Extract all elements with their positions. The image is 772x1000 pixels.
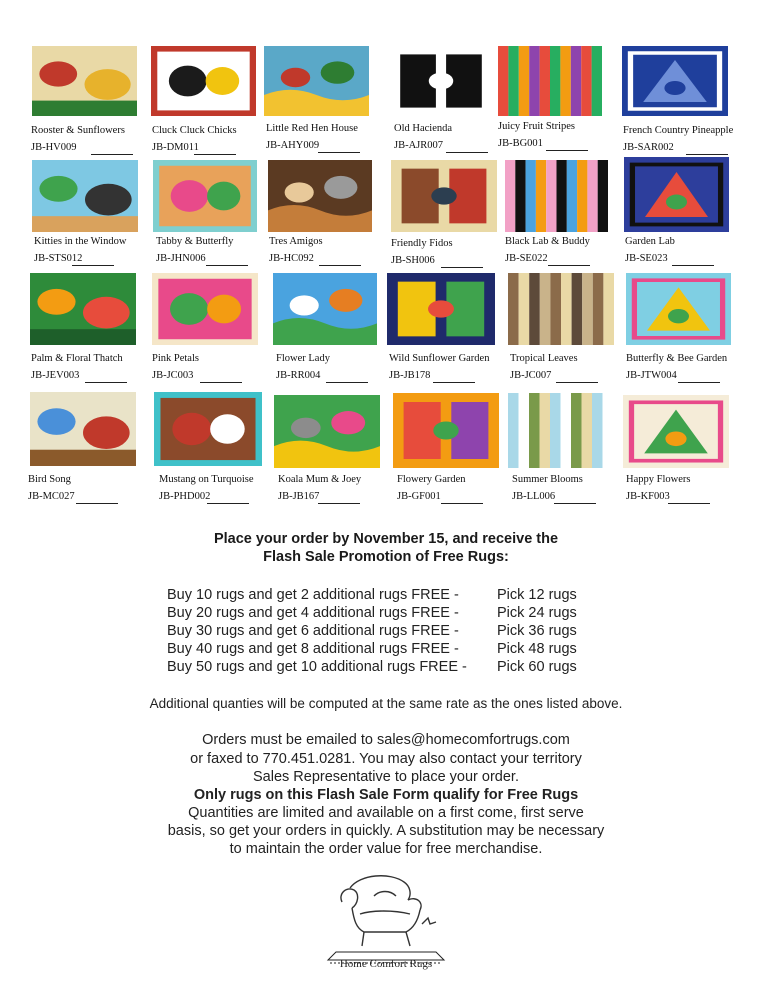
rug-name: Koala Mum & Joey (278, 474, 362, 485)
rug-code: JB-RR004 (276, 370, 321, 381)
rug-code: JB-SE022 (505, 253, 548, 264)
rug-name: Black Lab & Buddy (505, 236, 590, 247)
rug-image (622, 46, 728, 116)
quantity-blank[interactable] (548, 265, 590, 266)
rug-code: JB-SAR002 (623, 142, 674, 153)
offer-buy-text: Buy 40 rugs and get 8 additional rugs FREE - (167, 641, 459, 657)
rug-name: Wild Sunflower Garden (389, 353, 490, 364)
offer-buy-text: Buy 20 rugs and get 4 additional rugs FREE - (167, 605, 459, 621)
rug-name: Old Hacienda (394, 123, 453, 134)
quantity-blank[interactable] (326, 382, 368, 383)
quantity-blank[interactable] (206, 265, 248, 266)
rug-image (626, 273, 731, 345)
rug-image (498, 46, 602, 116)
rug-image (30, 273, 136, 345)
rug-code: JB-LL006 (512, 491, 556, 502)
rug-name: Tropical Leaves (510, 353, 578, 364)
rug-code: JB-GF001 (397, 491, 441, 502)
orders-line-1: Orders must be emailed to sales@homecomfortrugs.com (202, 732, 570, 748)
rug-image (30, 392, 136, 466)
offer-pick-text: Pick 12 rugs (497, 587, 577, 603)
limited-line-1: Quantities are limited and available on a first come, first serve (188, 805, 584, 821)
quantity-blank[interactable] (433, 382, 475, 383)
quantity-blank[interactable] (668, 503, 710, 504)
limited-line-3: to maintain the order value for free merchandise. (229, 841, 543, 857)
rug-name: Rooster & Sunflowers (31, 125, 125, 136)
orders-line-2: or faxed to 770.451.0281. You may also contact your territory (190, 751, 582, 767)
offer-pick-text: Pick 24 rugs (497, 605, 577, 621)
rug-image (393, 393, 499, 468)
rug-image (274, 395, 380, 468)
rug-name: French Country Pineapple (623, 125, 734, 136)
rug-code: JB-JB167 (278, 491, 320, 502)
quantity-blank[interactable] (546, 150, 588, 151)
quantity-blank[interactable] (76, 503, 118, 504)
rug-name: Flower Lady (276, 353, 330, 364)
additional-note: Additional quanties will be computed at the same rate as the ones listed above. (149, 696, 623, 711)
rug-image (32, 160, 138, 232)
rug-image (273, 273, 377, 345)
rug-code: JB-KF003 (626, 491, 670, 502)
rug-code: JB-JEV003 (31, 370, 80, 381)
logo-text: Home Comfort Rugs (339, 958, 433, 970)
quantity-blank[interactable] (556, 382, 598, 383)
offer-buy-text: Buy 10 rugs and get 2 additional rugs FREE - (167, 587, 459, 603)
rug-name: Friendly Fidos (391, 238, 453, 249)
rug-image (268, 160, 372, 232)
rug-name: Garden Lab (625, 236, 675, 247)
rug-image (505, 160, 608, 232)
rug-name: Flowery Garden (397, 474, 466, 485)
quantity-blank[interactable] (91, 154, 133, 155)
rug-image (32, 46, 137, 116)
rug-code: JB-JHN006 (156, 253, 206, 264)
rug-image (624, 157, 729, 232)
rug-code: JB-JC003 (152, 370, 194, 381)
promo-heading-line1: Place your order by November 15, and receive the (213, 531, 559, 547)
rug-code: JB-HV009 (31, 142, 77, 153)
rug-code: JB-JTW004 (626, 370, 677, 381)
offer-buy-text: Buy 30 rugs and get 6 additional rugs FREE - (167, 623, 459, 639)
quantity-blank[interactable] (672, 265, 714, 266)
rug-image (508, 273, 614, 345)
quantity-blank[interactable] (446, 152, 488, 153)
rug-name: Cluck Cluck Chicks (152, 125, 237, 136)
rug-name: Mustang on Turquoise (159, 474, 254, 485)
offer-pick-text: Pick 36 rugs (497, 623, 577, 639)
only-rugs-note: Only rugs on this Flash Sale Form qualify for Free Rugs (193, 787, 579, 803)
rug-code: JB-AHY009 (266, 140, 320, 151)
orders-line-3: Sales Representative to place your order. (253, 769, 519, 785)
rug-name: Little Red Hen House (266, 123, 358, 134)
quantity-blank[interactable] (318, 503, 360, 504)
quantity-blank[interactable] (85, 382, 127, 383)
rug-name: Summer Blooms (512, 474, 583, 485)
quantity-blank[interactable] (194, 154, 236, 155)
rug-name: Butterfly & Bee Garden (626, 353, 728, 364)
quantity-blank[interactable] (554, 503, 596, 504)
rug-name: Pink Petals (152, 353, 199, 364)
rug-name: Juicy Fruit Stripes (498, 121, 576, 132)
quantity-blank[interactable] (318, 152, 360, 153)
limited-line-2: basis, so get your orders in quickly. A substitution may be necessary (167, 823, 605, 839)
quantity-blank[interactable] (441, 267, 483, 268)
rug-image (151, 46, 256, 116)
rug-image (154, 392, 262, 466)
rug-image (390, 46, 492, 116)
rug-image (387, 273, 495, 345)
rug-name: Bird Song (28, 474, 71, 485)
quantity-blank[interactable] (72, 265, 114, 266)
rug-code: JB-JC007 (510, 370, 552, 381)
rug-code: JB-BG001 (498, 138, 543, 149)
rug-name: Tabby & Butterfly (156, 236, 234, 247)
offer-buy-text: Buy 50 rugs and get 10 additional rugs FREE - (167, 659, 467, 675)
rug-code: JB-SE023 (625, 253, 668, 264)
rug-image (264, 46, 369, 116)
rug-image (508, 393, 613, 468)
quantity-blank[interactable] (319, 265, 361, 266)
rug-name: Palm & Floral Thatch (31, 353, 123, 364)
rug-name: Happy Flowers (626, 474, 691, 485)
rug-image (623, 395, 729, 468)
rug-name: Tres Amigos (269, 236, 323, 247)
rug-code: JB-AJR007 (394, 140, 444, 151)
rug-image (152, 273, 258, 345)
rug-code: JB-JB178 (389, 370, 431, 381)
quantity-blank[interactable] (200, 382, 242, 383)
rug-code: JB-DM011 (152, 142, 199, 153)
rug-name: Kitties in the Window (34, 236, 127, 247)
rug-code: JB-STS012 (34, 253, 83, 264)
rug-code: JB-MC027 (28, 491, 75, 502)
rug-code: JB-SH006 (391, 255, 435, 266)
promo-heading-line2: Flash Sale Promotion of Free Rugs: (263, 549, 509, 565)
quantity-blank[interactable] (441, 503, 483, 504)
quantity-blank[interactable] (686, 154, 728, 155)
quantity-blank[interactable] (678, 382, 720, 383)
rug-code: JB-PHD002 (159, 491, 211, 502)
offer-pick-text: Pick 48 rugs (497, 641, 577, 657)
rug-image (391, 160, 497, 232)
rug-image (153, 160, 257, 232)
quantity-blank[interactable] (207, 503, 249, 504)
rug-code: JB-HC092 (269, 253, 314, 264)
offer-pick-text: Pick 60 rugs (497, 659, 577, 675)
armchair-logo-icon (320, 868, 452, 972)
